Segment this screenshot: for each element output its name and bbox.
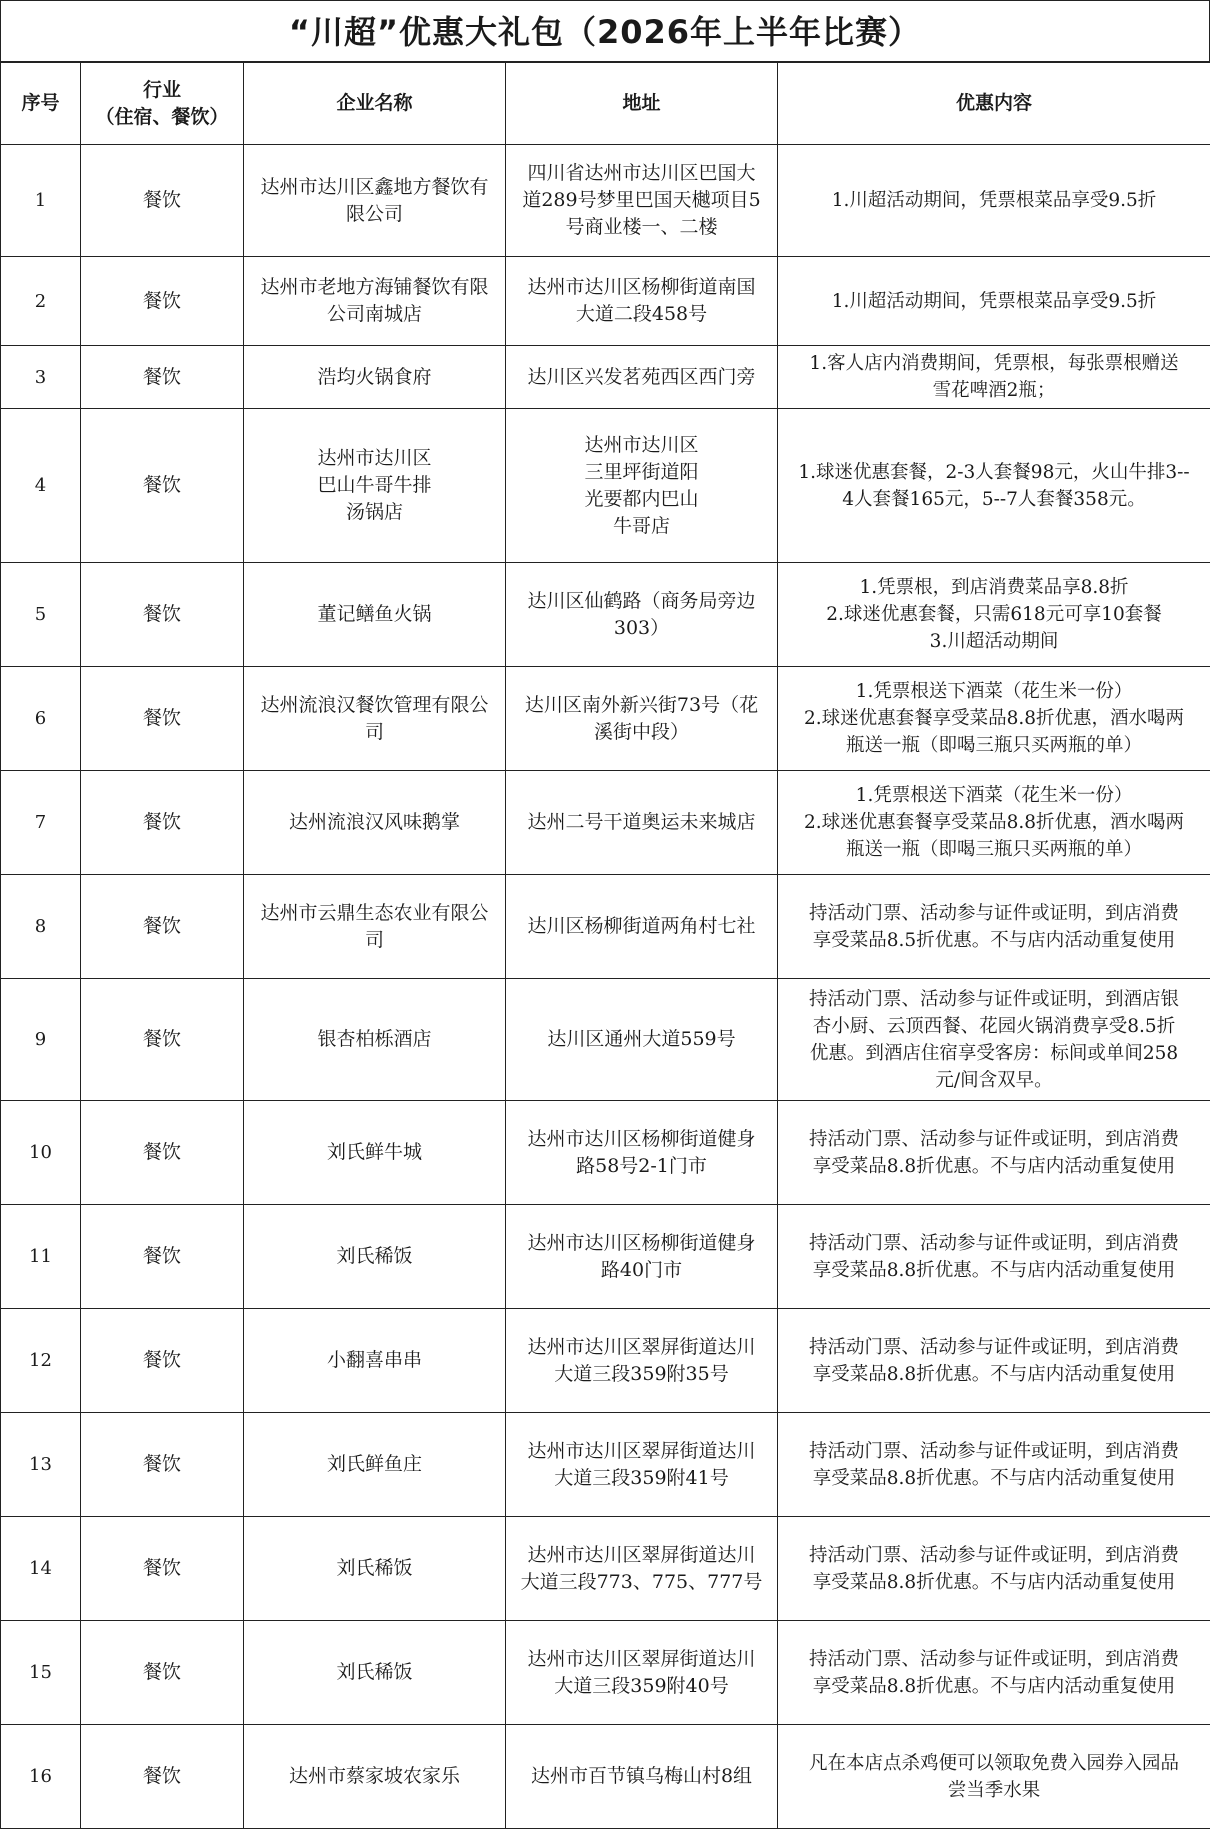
address-cell-line: 达州市达川区翠屏街道达川 — [527, 1647, 756, 1670]
address-cell-line: 号商业楼一、二楼 — [565, 216, 718, 238]
offer-cell — [778, 409, 1210, 563]
address-cell-line: 大道三段359附41号 — [554, 1466, 729, 1489]
company-cell-line: 司 — [364, 720, 384, 743]
address-cell-line: 达州市达川区翠屏街道达川 — [527, 1335, 756, 1358]
address-cell — [506, 771, 778, 875]
row-number: 16 — [1, 1725, 81, 1829]
company-cell-line: 小翻喜串串 — [326, 1349, 422, 1371]
address-cell-line: 达川区杨柳街道两角村七社 — [527, 915, 756, 937]
industry-cell: 餐饮 — [81, 145, 244, 257]
row-number: 14 — [1, 1517, 81, 1621]
company-cell-line: 达州市老地方海铺餐饮有限 — [260, 276, 489, 298]
offer-cell-line: 享受菜品8.8折优惠。不与店内活动重复使用 — [812, 1571, 1176, 1593]
offer-cell — [778, 145, 1210, 257]
company-cell-line: 刘氏鲜鱼庄 — [326, 1453, 422, 1475]
address-cell — [506, 346, 778, 409]
row-number: 15 — [1, 1621, 81, 1725]
address-cell-line: 大道三段359附40号 — [554, 1674, 729, 1697]
offer-cell-line: 享受菜品8.8折优惠。不与店内活动重复使用 — [812, 1467, 1176, 1489]
table-row — [1, 1621, 1210, 1725]
header-company: 企业名称 — [244, 63, 506, 145]
company-cell — [244, 346, 506, 409]
offer-cell-line: 雪花啤酒2瓶； — [932, 380, 1056, 401]
industry-cell: 餐饮 — [81, 257, 244, 346]
offer-cell — [778, 1205, 1210, 1309]
row-number: 12 — [1, 1309, 81, 1413]
industry-cell: 餐饮 — [81, 1621, 244, 1725]
address-cell — [506, 1101, 778, 1205]
industry-cell: 餐饮 — [81, 979, 244, 1101]
table-row — [1, 979, 1210, 1101]
offer-cell-line: 1.川超活动期间，凭票根菜品享受9.5折 — [831, 190, 1157, 211]
offer-cell-line: 2.球迷优惠套餐享受菜品8.8折优惠，酒水喝两 — [803, 708, 1185, 729]
offer-cell-line: 享受菜品8.8折优惠。不与店内活动重复使用 — [812, 1259, 1176, 1281]
industry-cell: 餐饮 — [81, 667, 244, 771]
address-cell-line: 达川区仙鹤路（商务局旁边 — [527, 589, 756, 612]
offer-cell-line: 享受菜品8.8折优惠。不与店内活动重复使用 — [812, 1363, 1176, 1385]
address-cell — [506, 667, 778, 771]
company-cell-line: 刘氏稀饭 — [336, 1245, 413, 1267]
company-cell — [244, 563, 506, 667]
row-number: 2 — [1, 257, 81, 346]
row-number: 11 — [1, 1205, 81, 1309]
row-number: 5 — [1, 563, 81, 667]
offer-cell-line: 享受菜品8.8折优惠。不与店内活动重复使用 — [812, 1155, 1176, 1177]
address-cell-line: 三里坪街道阳 — [584, 460, 699, 483]
address-cell — [506, 1725, 778, 1829]
company-cell — [244, 1621, 506, 1725]
industry-cell: 餐饮 — [81, 1725, 244, 1829]
company-cell-line: 达州流浪汉风味鹅掌 — [288, 811, 460, 833]
company-cell-line: 刘氏稀饭 — [336, 1661, 413, 1683]
address-cell — [506, 1517, 778, 1621]
industry-cell: 餐饮 — [81, 1309, 244, 1413]
table-row — [1, 1101, 1210, 1205]
table-row — [1, 1725, 1210, 1829]
company-cell-line: 达州市云鼎生态农业有限公 — [260, 901, 489, 924]
offer-cell-line: 1.凭票根，到店消费菜品享8.8折 — [859, 577, 1129, 598]
company-cell-line: 限公司 — [345, 202, 403, 225]
table-row — [1, 1309, 1210, 1413]
offer-cell-line: 凡在本店点杀鸡便可以领取免费入园券入园品 — [808, 1752, 1179, 1774]
offer-cell-line: 2.球迷优惠套餐，只需618元可享10套餐 — [826, 604, 1162, 625]
industry-cell: 餐饮 — [81, 409, 244, 563]
table-row — [1, 257, 1210, 346]
offer-cell-line: 持活动门票、活动参与证件或证明，到店消费 — [808, 1544, 1179, 1566]
offer-cell-line: 1.川超活动期间，凭票根菜品享受9.5折 — [831, 290, 1157, 312]
table-row — [1, 771, 1210, 875]
industry-cell: 餐饮 — [81, 346, 244, 409]
company-cell-line: 达州市达川区 — [317, 447, 432, 469]
address-cell-line: 303） — [613, 616, 670, 639]
offer-cell-line: 杏小厨、云顶西餐、花园火锅消费享受8.5折 — [812, 1015, 1176, 1037]
offer-cell-line: 享受菜品8.5折优惠。不与店内活动重复使用 — [812, 929, 1176, 951]
address-cell — [506, 145, 778, 257]
company-cell — [244, 979, 506, 1101]
header-offer: 优惠内容 — [778, 63, 1210, 145]
row-number: 1 — [1, 145, 81, 257]
company-cell-line: 董记鳝鱼火锅 — [317, 603, 432, 625]
offer-cell — [778, 563, 1210, 667]
address-cell-line: 达州市百节镇乌梅山村8组 — [530, 1765, 753, 1787]
address-cell-line: 牛哥店 — [612, 514, 670, 537]
company-cell — [244, 1101, 506, 1205]
offer-cell-line: 瓶送一瓶（即喝三瓶只买两瓶的单） — [845, 735, 1142, 756]
company-cell-line: 刘氏鲜牛城 — [326, 1141, 422, 1163]
table-row — [1, 875, 1210, 979]
address-cell-line: 光要都内巴山 — [584, 487, 699, 510]
offer-cell-line: 1.凭票根送下酒菜（花生米一份） — [855, 785, 1133, 806]
address-cell — [506, 409, 778, 563]
company-cell — [244, 1205, 506, 1309]
industry-cell: 餐饮 — [81, 875, 244, 979]
company-cell — [244, 875, 506, 979]
table-row — [1, 346, 1210, 409]
header-row — [1, 63, 1210, 145]
table-body — [1, 145, 1210, 1829]
row-number: 8 — [1, 875, 81, 979]
address-cell-line: 路58号2-1门市 — [576, 1154, 707, 1177]
address-cell-line: 溪街中段） — [593, 720, 689, 743]
header-industry — [81, 63, 244, 145]
offer-cell — [778, 1309, 1210, 1413]
offer-cell-line: 元/间含双早。 — [935, 1069, 1053, 1091]
company-cell-line: 达州市达川区鑫地方餐饮有 — [260, 175, 489, 198]
row-number: 10 — [1, 1101, 81, 1205]
row-number: 13 — [1, 1413, 81, 1517]
industry-cell: 餐饮 — [81, 1101, 244, 1205]
address-cell-line: 达川区南外新兴街73号（花 — [524, 693, 759, 716]
offer-cell-line: 4人套餐165元，5--7人套餐358元。 — [842, 488, 1146, 510]
row-number: 3 — [1, 346, 81, 409]
company-cell-line: 浩均火锅食府 — [317, 365, 432, 388]
address-cell-line: 大道二段458号 — [575, 303, 708, 325]
industry-cell: 餐饮 — [81, 563, 244, 667]
company-cell — [244, 771, 506, 875]
company-cell-line: 达州流浪汉餐饮管理有限公 — [260, 693, 489, 716]
industry-cell: 餐饮 — [81, 1413, 244, 1517]
document-title: “川超”优惠大礼包（2026年上半年比赛） — [0, 0, 1210, 62]
row-number: 6 — [1, 667, 81, 771]
address-cell — [506, 979, 778, 1101]
offer-cell-line: 持活动门票、活动参与证件或证明，到店消费 — [808, 1128, 1179, 1150]
table-row — [1, 1517, 1210, 1621]
address-cell-line: 大道三段359附35号 — [554, 1362, 729, 1385]
company-cell — [244, 409, 506, 563]
company-cell — [244, 1517, 506, 1621]
offer-cell-line: 持活动门票、活动参与证件或证明，到店消费 — [808, 1336, 1179, 1358]
address-cell-line: 达州市达川区翠屏街道达川 — [527, 1439, 756, 1462]
company-cell — [244, 145, 506, 257]
table-row — [1, 1205, 1210, 1309]
offer-cell — [778, 346, 1210, 409]
address-cell-line: 道289号梦里巴国天樾项目5 — [522, 189, 761, 211]
company-cell-line: 银杏柏栎酒店 — [317, 1028, 432, 1050]
offer-cell — [778, 1101, 1210, 1205]
company-cell-line: 巴山牛哥牛排 — [317, 474, 432, 496]
address-cell — [506, 563, 778, 667]
offer-cell-line: 瓶送一瓶（即喝三瓶只买两瓶的单） — [845, 839, 1142, 860]
address-cell-line: 达川区通州大道559号 — [547, 1028, 736, 1050]
row-number: 7 — [1, 771, 81, 875]
industry-cell: 餐饮 — [81, 771, 244, 875]
offer-cell-line: 持活动门票、活动参与证件或证明，到店消费 — [808, 1440, 1179, 1462]
header-industry-line1: 行业 — [142, 78, 181, 101]
address-cell — [506, 875, 778, 979]
header-address: 地址 — [506, 63, 778, 145]
address-cell-line: 达川区兴发茗苑西区西门旁 — [527, 365, 756, 388]
offer-cell — [778, 1413, 1210, 1517]
header-industry-line2: （住宿、餐饮） — [95, 105, 229, 128]
offer-cell — [778, 1517, 1210, 1621]
header-no: 序号 — [1, 63, 81, 145]
industry-cell: 餐饮 — [81, 1205, 244, 1309]
company-cell — [244, 257, 506, 346]
address-cell — [506, 257, 778, 346]
address-cell-line: 达州市达川区杨柳街道南国 — [527, 276, 756, 298]
offer-cell-line: 持活动门票、活动参与证件或证明，到酒店银 — [808, 988, 1179, 1010]
company-cell — [244, 667, 506, 771]
address-cell — [506, 1413, 778, 1517]
table-row — [1, 563, 1210, 667]
company-cell-line: 汤锅店 — [345, 501, 403, 523]
offer-cell — [778, 1621, 1210, 1725]
industry-cell: 餐饮 — [81, 1517, 244, 1621]
company-cell-line: 司 — [364, 928, 384, 951]
offer-cell-line: 持活动门票、活动参与证件或证明，到店消费 — [808, 1648, 1179, 1670]
address-cell-line: 大道三段773、775、777号 — [520, 1570, 763, 1593]
row-number: 9 — [1, 979, 81, 1101]
offer-cell — [778, 1725, 1210, 1829]
table-row — [1, 409, 1210, 563]
table-row — [1, 1413, 1210, 1517]
table-row — [1, 667, 1210, 771]
offer-cell — [778, 257, 1210, 346]
company-cell-line: 达州市蔡家坡农家乐 — [288, 1765, 460, 1787]
offer-cell-line: 尝当季水果 — [947, 1779, 1041, 1801]
company-cell-line: 公司南城店 — [326, 303, 422, 325]
company-cell — [244, 1725, 506, 1829]
offer-cell-line: 优惠。到酒店住宿享受客房：标间或单间258 — [809, 1042, 1179, 1064]
address-cell-line: 四川省达州市达川区巴国大 — [527, 162, 756, 184]
address-cell-line: 达州市达川区 — [584, 433, 699, 456]
merchant-table — [0, 62, 1210, 1829]
offer-cell-line: 持活动门票、活动参与证件或证明，到店消费 — [808, 902, 1179, 924]
offer-cell — [778, 875, 1210, 979]
offer-cell — [778, 979, 1210, 1101]
company-cell — [244, 1413, 506, 1517]
row-number: 4 — [1, 409, 81, 563]
offer-cell-line: 持活动门票、活动参与证件或证明，到店消费 — [808, 1232, 1179, 1254]
address-cell-line: 达州市达川区杨柳街道健身 — [527, 1231, 756, 1254]
address-cell-line: 路40门市 — [600, 1258, 683, 1281]
offer-cell-line: 2.球迷优惠套餐享受菜品8.8折优惠，酒水喝两 — [803, 812, 1185, 833]
company-cell — [244, 1309, 506, 1413]
address-cell-line: 达州市达川区杨柳街道健身 — [527, 1127, 756, 1150]
company-cell-line: 刘氏稀饭 — [336, 1557, 413, 1579]
address-cell-line: 达州市达川区翠屏街道达川 — [527, 1543, 756, 1566]
offer-cell-line: 1.球迷优惠套餐，2-3人套餐98元，火山牛排3-- — [798, 461, 1190, 483]
offer-cell-line: 享受菜品8.8折优惠。不与店内活动重复使用 — [812, 1675, 1176, 1697]
offer-cell-line: 3.川超活动期间 — [929, 631, 1059, 652]
address-cell — [506, 1309, 778, 1413]
offer-cell-line: 1.凭票根送下酒菜（花生米一份） — [855, 681, 1133, 702]
address-cell-line: 达州二号干道奥运未来城店 — [527, 811, 756, 833]
table-row — [1, 145, 1210, 257]
address-cell — [506, 1621, 778, 1725]
offer-cell — [778, 771, 1210, 875]
address-cell — [506, 1205, 778, 1309]
offer-cell-line: 1.客人店内消费期间，凭票根，每张票根赠送 — [809, 353, 1179, 374]
offer-cell — [778, 667, 1210, 771]
